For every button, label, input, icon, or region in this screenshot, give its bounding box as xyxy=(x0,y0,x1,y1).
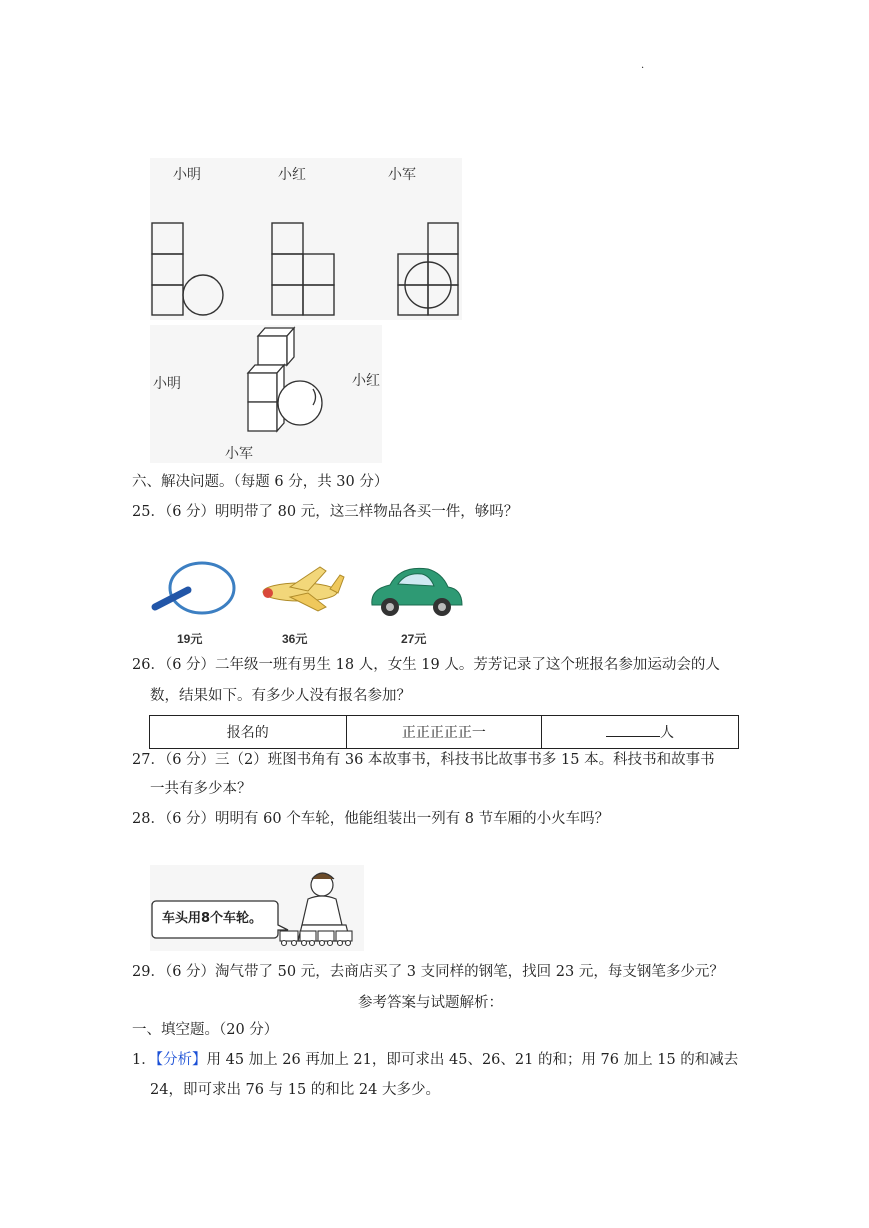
question-29-text: 29．（6 分）淘气带了 50 元，去商店买了 3 支同样的钢笔，找回 23 元，每支钢笔多少元？ xyxy=(132,964,724,980)
speech-bubble-text: 车头用8个车轮。 xyxy=(162,911,263,926)
solid-figure xyxy=(150,325,382,463)
views-drawing xyxy=(150,158,462,320)
table-cell-answer xyxy=(542,716,739,749)
price-toy-plane: 36元 xyxy=(282,632,308,646)
circle-shape xyxy=(183,275,223,315)
price-jump-rope: 19元 xyxy=(177,632,203,646)
items-drawing xyxy=(150,555,465,630)
three-views-figure xyxy=(150,158,462,320)
square-shape xyxy=(398,285,428,315)
view-label-xiaojun: 小军 xyxy=(388,167,416,183)
toy-car-icon xyxy=(372,568,462,616)
square-shape xyxy=(303,254,334,285)
square-shape xyxy=(428,285,458,315)
square-shape xyxy=(303,285,334,315)
section-6-heading: 六、解决问题。（每题 6 分，共 30 分） xyxy=(132,474,389,490)
square-shape xyxy=(152,254,183,285)
square-shape xyxy=(428,254,458,285)
q28-figure xyxy=(150,865,364,951)
table-row xyxy=(150,716,739,749)
jump-rope-icon xyxy=(155,563,234,613)
square-shape xyxy=(272,254,303,285)
answers-title: 参考答案与试题解析： xyxy=(358,995,503,1011)
toy-plane-icon xyxy=(263,567,344,611)
square-shape xyxy=(152,223,183,254)
square-shape xyxy=(272,223,303,254)
registration-table xyxy=(149,715,739,749)
question-28-text: 28．（6 分）明明有 60 个车轮，他能组装出一列有 8 节车厢的小火车吗？ xyxy=(132,811,610,827)
question-27-line2: 一共有多少本？ xyxy=(150,781,252,797)
q25-items-figure xyxy=(150,555,465,647)
question-26-line2: 数，结果如下。有多少人没有报名参加？ xyxy=(150,688,411,704)
question-25-text: 25．（6 分）明明带了 80 元，这三样物品各买一件，够吗？ xyxy=(132,504,519,520)
price-toy-car: 27元 xyxy=(401,632,427,646)
question-26-line1: 26．（6 分）二年级一班有男生 18 人，女生 19 人。芳芳记录了这个班报名参加运动会的人 xyxy=(132,657,720,673)
answers-section-1-heading: 一、填空题。（20 分） xyxy=(132,1022,279,1038)
cubes-and-ball xyxy=(150,325,382,463)
view-label-xiaoming: 小明 xyxy=(173,167,201,183)
square-shape xyxy=(428,223,458,254)
unit-label: 人 xyxy=(660,725,675,741)
table-cell-label: 报名的 xyxy=(150,716,347,749)
square-shape xyxy=(398,254,428,285)
answer-blank[interactable] xyxy=(606,722,660,737)
solid-label-bottom: 小军 xyxy=(225,446,253,462)
analysis-tag: 【分析】 xyxy=(155,1052,207,1068)
header-dot: . xyxy=(641,60,645,71)
answer-1-text: 用 45 加上 26 再加上 21，即可求出 45、26、21 的和；用 76 加上 15 的和减去 xyxy=(206,1052,739,1068)
square-shape xyxy=(272,285,303,315)
answer-1-line1 xyxy=(132,1050,738,1070)
question-27-line1: 27．（6 分）三（2）班图书角有 36 本故事书，科技书比故事书多 15 本。科技书和故事书 xyxy=(132,752,715,768)
square-shape xyxy=(152,285,183,315)
answer-1-line2: 24，即可求出 76 与 15 的和比 24 大多少。 xyxy=(150,1082,440,1098)
answer-1-number: 1． xyxy=(132,1052,156,1068)
solid-label-right: 小红 xyxy=(352,373,380,389)
train-icon xyxy=(280,931,352,946)
solid-label-left: 小明 xyxy=(153,376,181,392)
view-label-xiaohong: 小红 xyxy=(278,167,306,183)
table-cell-tally: 正正正正正一 xyxy=(346,716,542,749)
